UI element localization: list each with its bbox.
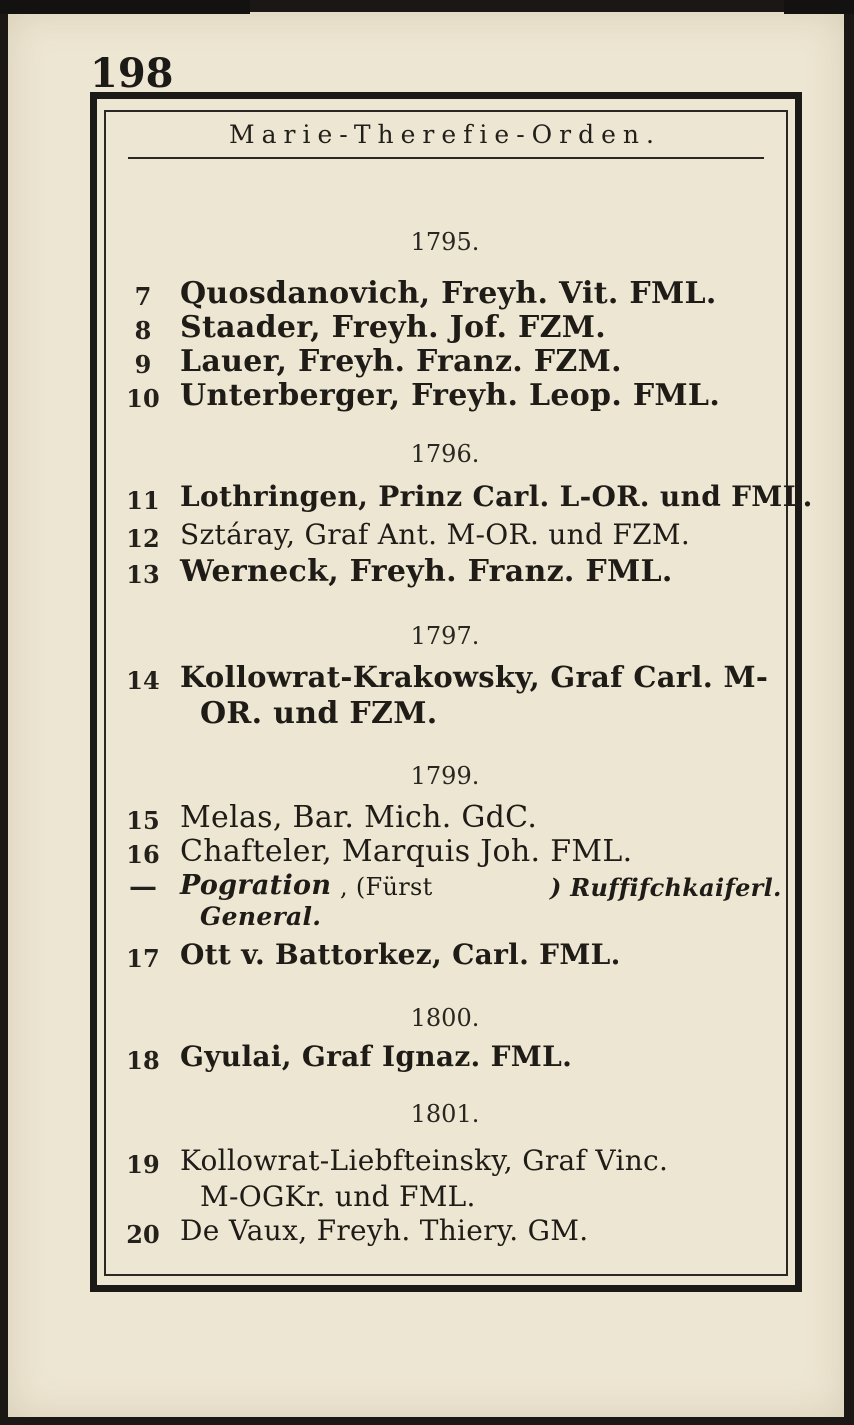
- list-item: [120, 310, 800, 346]
- list-item: [120, 1144, 800, 1180]
- year-heading: 1795.: [410, 228, 480, 256]
- section-heading: Marie-Therefie-Orden.: [229, 120, 661, 149]
- entry-text: Staader, Freyh. Jof. FZM.: [180, 310, 607, 345]
- list-item: [120, 660, 800, 696]
- list-item: [120, 378, 800, 414]
- list-item: [120, 276, 800, 312]
- list-item: [120, 344, 800, 380]
- entry-number: 9: [134, 350, 152, 379]
- entry-number: 16: [126, 840, 160, 869]
- entry-text: Werneck, Freyh. Franz. FML.: [180, 554, 673, 589]
- entry-number: 13: [126, 560, 160, 589]
- entry-text: De Vaux, Freyh. Thiery. GM.: [180, 1214, 589, 1247]
- list-item: [120, 1214, 800, 1250]
- list-item: [120, 800, 800, 836]
- entry-text: OR. und FZM.: [200, 696, 438, 731]
- list-item: [120, 938, 800, 974]
- list-item-continuation: [120, 696, 800, 732]
- entry-number: 10: [126, 384, 160, 413]
- entry-number: 20: [126, 1220, 160, 1249]
- page-number: 198: [90, 50, 174, 97]
- entry-text: Melas, Bar. Mich. GdC.: [180, 800, 538, 835]
- year-heading: 1797.: [410, 622, 480, 650]
- entry-text: Lothringen, Prinz Carl. L-OR. und FML.: [180, 480, 813, 513]
- heading-rule: [128, 157, 764, 159]
- list-item: [120, 554, 800, 590]
- entry-text: General.: [200, 902, 322, 931]
- entry-text: Sztáray, Graf Ant. M-OR. und FZM.: [180, 518, 691, 551]
- year-heading: 1796.: [410, 440, 480, 468]
- entry-text: M-OGKr. und FML.: [200, 1180, 476, 1213]
- list-item: [120, 870, 800, 906]
- year-heading: 1801.: [410, 1100, 480, 1128]
- list-item: [120, 518, 800, 554]
- list-item-continuation: [120, 1180, 800, 1216]
- entry-number: 19: [126, 1150, 160, 1179]
- entry-text: ) Ruffifchkaiferl.: [550, 873, 782, 902]
- scan-edge: [784, 0, 854, 14]
- year-heading: 1799.: [410, 762, 480, 790]
- entry-text: Ott v. Battorkez, Carl. FML.: [180, 938, 621, 971]
- entry-number: 17: [126, 944, 160, 973]
- entry-dash: —: [129, 870, 157, 903]
- entry-number: 15: [126, 806, 160, 835]
- entry-name: Pogration: [180, 870, 332, 901]
- entry-number: 12: [126, 524, 160, 553]
- entry-text: Kollowrat-Liebfteinsky, Graf Vinc.: [180, 1144, 669, 1177]
- entry-text: Quosdanovich, Freyh. Vit. FML.: [180, 276, 717, 311]
- entry-text: , (Fürst: [340, 873, 433, 901]
- list-item-continuation: [120, 902, 800, 938]
- entry-number: 8: [134, 316, 152, 345]
- entry-number: 11: [126, 486, 160, 515]
- entry-text: Gyulai, Graf Ignaz. FML.: [180, 1040, 573, 1073]
- scan-edge: [0, 0, 250, 14]
- list-item: [120, 480, 813, 516]
- entry-text: Lauer, Freyh. Franz. FZM.: [180, 344, 622, 379]
- entry-number: 7: [134, 282, 152, 311]
- year-heading: 1800.: [410, 1004, 480, 1032]
- entry-number: 14: [126, 666, 160, 695]
- list-item: [120, 834, 800, 870]
- entry-text: Unterberger, Freyh. Leop. FML.: [180, 378, 721, 413]
- entry-text: Chafteler, Marquis Joh. FML.: [180, 834, 633, 869]
- entry-number: 18: [126, 1046, 160, 1075]
- entry-text: Kollowrat-Krakowsky, Graf Carl. M-: [180, 660, 769, 694]
- list-item: [120, 1040, 800, 1076]
